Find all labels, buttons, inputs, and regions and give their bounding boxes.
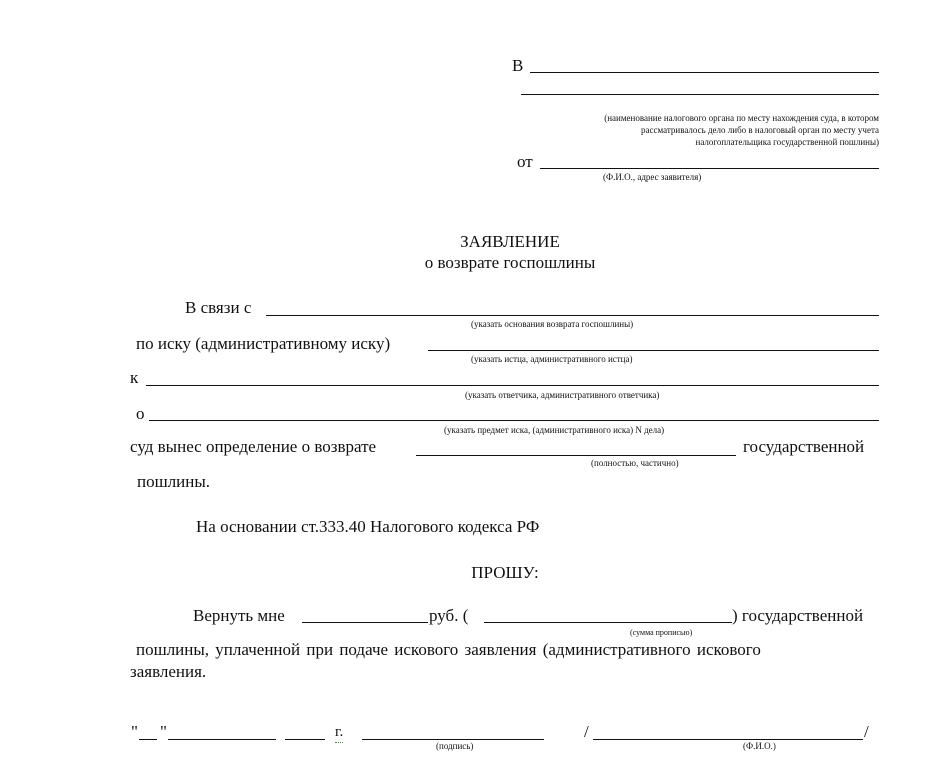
date-year-field[interactable] (285, 739, 325, 740)
refund-line-2: пошлины, уплаченной при подаче искового заявления (административного искового (136, 640, 761, 659)
date-quote-open: " (131, 722, 138, 741)
name-caption: (Ф.И.О.) (743, 741, 776, 751)
date-month-field[interactable] (168, 739, 276, 740)
to-caption-line-2: рассматривалось дело либо в налоговый орган по месту учета (640, 125, 879, 135)
from-label: от (517, 152, 533, 171)
refund-rub-label: руб. ( (429, 606, 469, 625)
amount-words-field-line[interactable] (484, 622, 732, 623)
amount-field-line[interactable] (302, 622, 428, 623)
to-field-line-2[interactable] (521, 94, 879, 95)
line1-label: В связи с (185, 298, 252, 317)
defendant-field-line[interactable] (146, 385, 879, 386)
line3-caption: (указать ответчика, административного ответчика) (465, 390, 660, 400)
subject-field-line[interactable] (149, 420, 879, 421)
from-caption: (Ф.И.О., адрес заявителя) (603, 172, 702, 182)
year-suffix: г. (335, 722, 343, 743)
to-field-line-1[interactable] (530, 72, 879, 73)
document-subtitle: о возврате госпошлины (424, 253, 596, 272)
line5-caption: (полностью, частично) (591, 458, 679, 468)
to-caption-line-1: (наименование налогового органа по месту нахождения суда, в котором (604, 113, 879, 123)
line1-caption: (указать основания возврата госпошлины) (471, 319, 634, 329)
request-heading: ПРОШУ: (471, 563, 539, 582)
plaintiff-field-line[interactable] (428, 350, 879, 351)
to-label: В (512, 56, 524, 75)
line2-label: по иску (административному иску) (136, 334, 391, 353)
document-title: ЗАЯВЛЕНИЕ (460, 232, 560, 251)
refund-type-field-line[interactable] (416, 455, 736, 456)
refund-suffix: ) государственной (732, 606, 864, 625)
line5-label: суд вынес определение о возврате (130, 437, 377, 456)
signature-field-line[interactable] (362, 739, 544, 740)
refund-line-3: заявления. (130, 662, 207, 681)
line5-suffix: государственной (743, 437, 865, 456)
name-field-line[interactable] (593, 739, 863, 740)
line4-caption: (указать предмет иска, (административного иска) N дела) (444, 425, 665, 435)
line6-text: пошлины. (137, 472, 211, 491)
refund-caption: (сумма прописью) (630, 628, 693, 637)
refund-prefix: Вернуть мне (193, 606, 285, 625)
date-quote-close: " (160, 722, 167, 741)
name-slash-open: / (584, 722, 589, 741)
name-slash-close: / (864, 722, 869, 741)
line4-label: о (136, 404, 145, 423)
signature-caption: (подпись) (436, 741, 474, 751)
from-field-line[interactable] (540, 168, 879, 169)
to-caption-line-3: налогоплательщика государственной пошлины) (695, 137, 879, 147)
line2-caption: (указать истца, административного истца) (471, 354, 633, 364)
line3-label: к (130, 368, 139, 387)
date-day-field[interactable] (139, 739, 157, 740)
reason-field-line[interactable] (266, 315, 879, 316)
basis-text: На основании ст.333.40 Налогового кодекса РФ (196, 517, 540, 536)
